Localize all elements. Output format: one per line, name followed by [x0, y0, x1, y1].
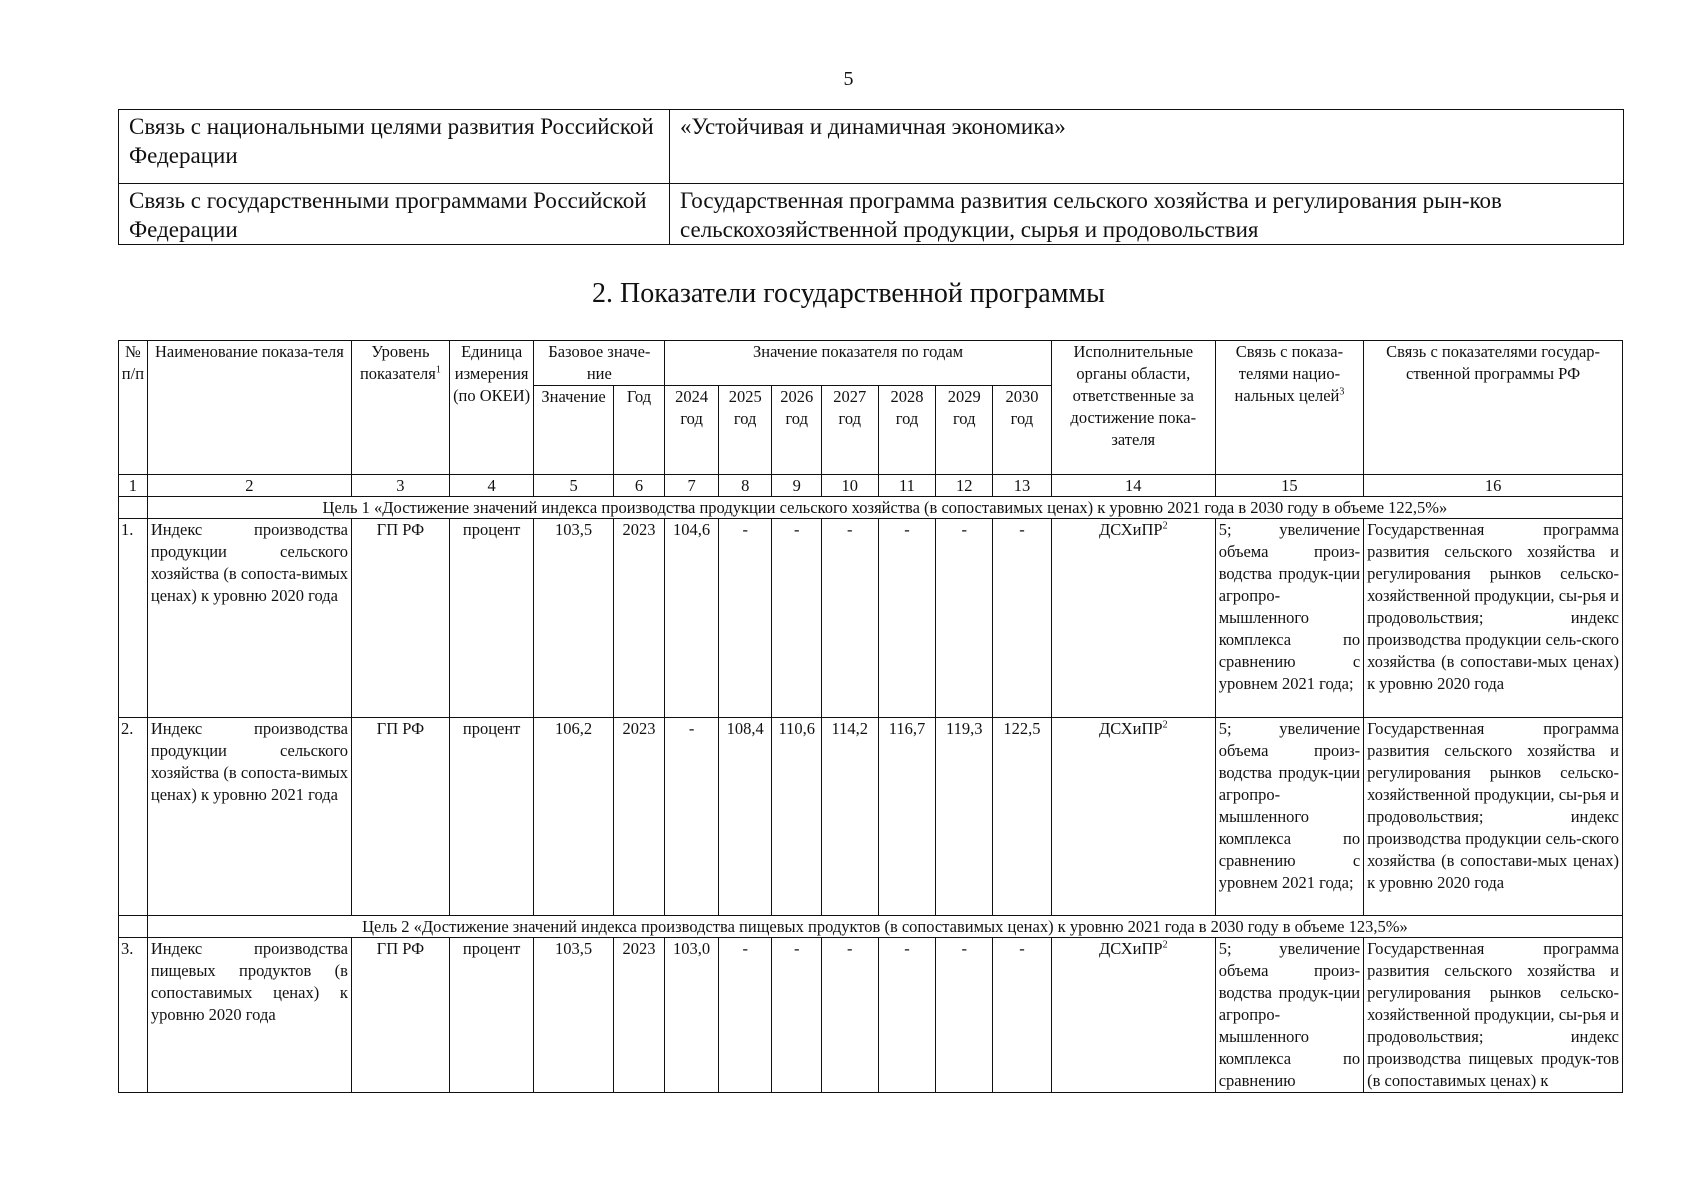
row-name: Индекс производства продукции сельского хозяйства (в сопоста-вимых ценах) к уровню 2021 года [147, 718, 351, 916]
column-number: 8 [718, 475, 772, 497]
column-number: 2 [147, 475, 351, 497]
column-numbers-row [119, 475, 1623, 497]
table-row [119, 519, 1623, 718]
row-level: ГП РФ [351, 519, 449, 718]
row-base-year: 2023 [613, 938, 665, 1093]
column-number: 16 [1364, 475, 1623, 497]
row-value: - [936, 938, 993, 1093]
row-value: 108,4 [718, 718, 772, 916]
row-value: - [993, 519, 1052, 718]
links-row [119, 184, 1624, 245]
row-value: - [772, 519, 821, 718]
row-national-link: 5; увеличение объема произ-водства продук-ции агропро-мышленного комплекса по сравнению [1215, 938, 1363, 1093]
row-value: 104,6 [665, 519, 719, 718]
row-gp-link: Государственная программа развития сельского хозяйства и регулирования рынков сельско-хозяйственной продукции, сы-рья и продовольствия; индекс производства продукции сель-ского хозяйства (в сопостави-мых ценах) к уровню 2020 года [1364, 519, 1623, 718]
row-name: Индекс производства продукции сельского хозяйства (в сопоста-вимых ценах) к уровню 2020 года [147, 519, 351, 718]
column-number: 6 [613, 475, 665, 497]
link-label: Связь с национальными целями развития Российской Федерации [119, 110, 670, 184]
row-level: ГП РФ [351, 938, 449, 1093]
row-national-link: 5; увеличение объема произ-водства продук-ции агропро-мышленного комплекса по сравнению с уровнем 2021 года; [1215, 519, 1363, 718]
row-executor: ДСХиПР$^2$ [1051, 938, 1215, 1093]
column-number: 12 [936, 475, 993, 497]
row-value: - [665, 718, 719, 916]
table-row [119, 938, 1623, 1093]
section-title: 2. Показатели государственной программы [592, 278, 1105, 309]
column-number: 3 [351, 475, 449, 497]
row-value: 103,0 [665, 938, 719, 1093]
goal-row [119, 916, 1623, 938]
goal-spacer [119, 916, 148, 938]
row-value: - [718, 938, 772, 1093]
column-number: 15 [1215, 475, 1363, 497]
row-num: 2. [119, 718, 148, 916]
link-value: Государственная программа развития сельского хозяйства и регулирования рын-ков сельскохозяйственной продукции, сырья и продовольствия [670, 184, 1624, 245]
row-executor: ДСХиПР$^2$ [1051, 718, 1215, 916]
row-unit: процент [449, 718, 534, 916]
row-unit: процент [449, 938, 534, 1093]
column-number: 11 [878, 475, 936, 497]
column-number: 13 [993, 475, 1052, 497]
column-number: 10 [821, 475, 878, 497]
link-value: «Устойчивая и динамичная экономика» [670, 110, 1624, 184]
header-year: 2024 год [665, 386, 719, 475]
row-base-value: 106,2 [534, 718, 613, 916]
header-base: Базовое значе-ние [534, 341, 665, 386]
header-base-year: Год [613, 386, 665, 475]
row-value: - [993, 938, 1052, 1093]
header-gp-link: Связь с показателями государ-ственной программы РФ [1364, 341, 1623, 475]
column-number: 7 [665, 475, 719, 497]
column-number: 14 [1051, 475, 1215, 497]
header-level: Уровень показателя$^1$ [351, 341, 449, 475]
row-level: ГП РФ [351, 718, 449, 916]
header-by-years: Значение показателя по годам [665, 341, 1052, 386]
row-executor: ДСХиПР$^2$ [1051, 519, 1215, 718]
header-executors: Исполнительные органы области, ответственные за достижение пока-зателя [1051, 341, 1215, 475]
header-year: 2026 год [772, 386, 821, 475]
page-number: 5 [843, 68, 854, 90]
header-row [119, 341, 1623, 386]
row-num: 1. [119, 519, 148, 718]
row-national-link: 5; увеличение объема произ-водства продук-ции агропро-мышленного комплекса по сравнению с уровнем 2021 года; [1215, 718, 1363, 916]
row-base-year: 2023 [613, 718, 665, 916]
row-value: - [878, 938, 936, 1093]
header-year: 2027 год [821, 386, 878, 475]
row-num: 3. [119, 938, 148, 1093]
header-unit: Единица измерения (по ОКЕИ) [449, 341, 534, 475]
row-base-year: 2023 [613, 519, 665, 718]
row-gp-link: Государственная программа развития сельского хозяйства и регулирования рынков сельско-хозяйственной продукции, сы-рья и продовольствия; индекс производства продукции сель-ского хозяйства (в сопостави-мых ценах) к уровню 2020 года [1364, 718, 1623, 916]
goal-1-text: Цель 1 «Достижение значений индекса производства продукции сельского хозяйства (в сопоставимых ценах) к уровню 2021 года в 2030 году в объеме 122,5%» [147, 497, 1622, 519]
column-number: 9 [772, 475, 821, 497]
row-value: 122,5 [993, 718, 1052, 916]
goal-spacer [119, 497, 148, 519]
header-year: 2029 год [936, 386, 993, 475]
row-value: - [772, 938, 821, 1093]
goal-row [119, 497, 1623, 519]
links-row [119, 110, 1624, 184]
table-row [119, 718, 1623, 916]
row-value: 119,3 [936, 718, 993, 916]
row-name: Индекс производства пищевых продуктов (в сопоставимых ценах) к уровню 2020 года [147, 938, 351, 1093]
column-number: 1 [119, 475, 148, 497]
row-gp-link: Государственная программа развития сельского хозяйства и регулирования рынков сельско-хозяйственной продукции, сы-рья и продовольствия; индекс производства пищевых продук-тов (в сопоставимых ценах) к [1364, 938, 1623, 1093]
row-value: - [821, 938, 878, 1093]
links-table [118, 109, 1624, 245]
header-national-link: Связь с показа-телями нацио-нальных целей$^3$ [1215, 341, 1363, 475]
row-value: - [821, 519, 878, 718]
row-unit: процент [449, 519, 534, 718]
row-value: - [936, 519, 993, 718]
column-number: 5 [534, 475, 613, 497]
header-year: 2030 год [993, 386, 1052, 475]
row-base-value: 103,5 [534, 519, 613, 718]
column-number: 4 [449, 475, 534, 497]
header-base-value: Значение [534, 386, 613, 475]
header-num: № п/п [119, 341, 148, 475]
row-value: 114,2 [821, 718, 878, 916]
row-value: 110,6 [772, 718, 821, 916]
header-name: Наименование показа-теля [147, 341, 351, 475]
goal-2-text: Цель 2 «Достижение значений индекса производства пищевых продуктов (в сопоставимых ценах) к уровню 2021 года в 2030 году в объеме 123,5%» [147, 916, 1622, 938]
row-value: 116,7 [878, 718, 936, 916]
row-base-value: 103,5 [534, 938, 613, 1093]
header-year: 2025 год [718, 386, 772, 475]
row-value: - [718, 519, 772, 718]
row-value: - [878, 519, 936, 718]
header-year: 2028 год [878, 386, 936, 475]
link-label: Связь с государственными программами Российской Федерации [119, 184, 670, 245]
indicators-table [118, 340, 1623, 1093]
